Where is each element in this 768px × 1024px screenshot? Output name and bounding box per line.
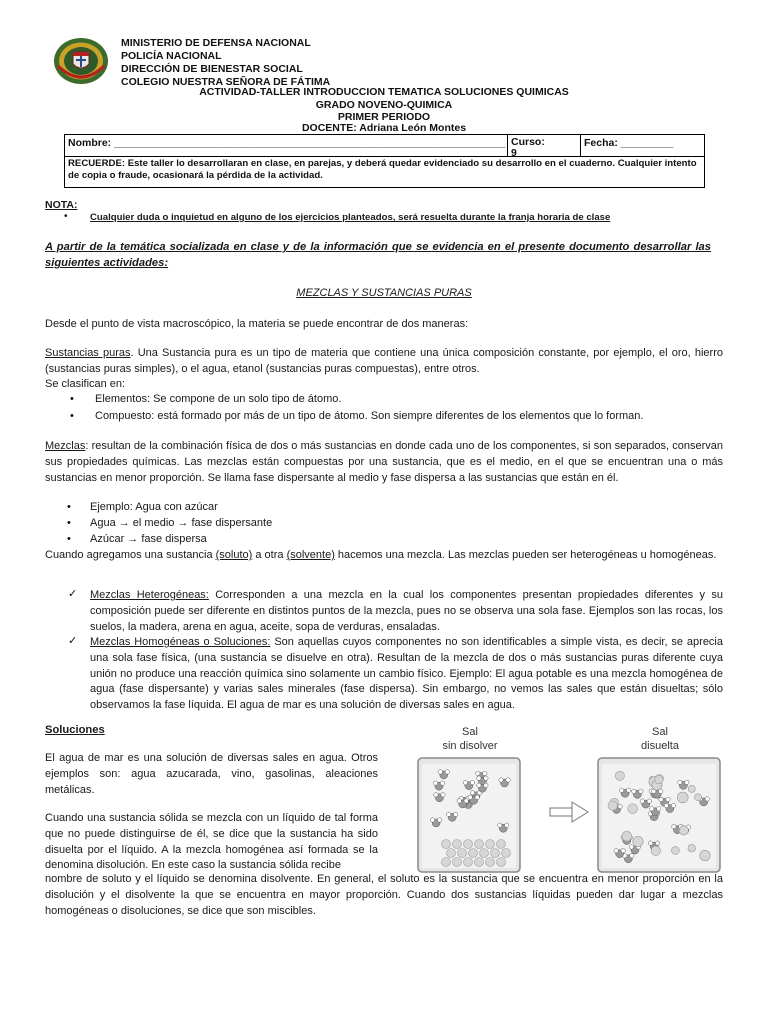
right-label-1: Sal <box>652 726 668 738</box>
police-seal-logo <box>52 36 110 86</box>
instructions: A partir de la temática socializada en clase y de la información que se evidencia en el presente documento desarrollar las siguientes actividades: <box>45 241 711 269</box>
bullet-dot: • <box>70 410 74 422</box>
mixture-example-1: Ejemplo: Agua con azúcar <box>90 501 218 513</box>
solute-term: (soluto) <box>215 549 253 561</box>
section-title: MEZCLAS Y SUSTANCIAS PURAS <box>296 287 472 299</box>
student-info-table <box>64 134 705 188</box>
bullet-dot: • <box>67 517 71 529</box>
check-icon: ✓ <box>68 635 78 647</box>
header-ministry: MINISTERIO DE DEFENSA NACIONAL <box>121 37 311 49</box>
reminder-text: RECUERDE: Este taller lo desarrollaran en clase, en parejas, y deberá quedar evidenciado su desarrollo en el cuaderno. Cualquier intento de copia o fraude, ocasionará la pérdida de la actividad. <box>68 158 697 181</box>
solute-text-3: hacemos una mezcla. Las mezclas pueden ser heterogéneas u homogéneas. <box>334 549 717 561</box>
heterogeneous-item <box>90 588 723 635</box>
mixture-example-2: Agua → el medio → fase dispersante <box>90 517 273 529</box>
header-school: COLEGIO NUESTRA SEÑORA DE FÁTIMA <box>121 76 331 88</box>
elements-item: Elementos: Se compone de un solo tipo de átomo. <box>95 393 342 405</box>
classify-label: Se clasifican en: <box>45 378 126 390</box>
solute-solvent-paragraph <box>45 548 723 564</box>
heterogeneous-term: Mezclas Heterogéneas: <box>90 589 209 601</box>
solutions-title: Soluciones <box>45 724 105 736</box>
solvent-term: (solvente) <box>286 549 335 561</box>
arrow-icon <box>550 802 588 822</box>
left-label-1: Sal <box>462 726 478 738</box>
teacher-title: DOCENTE: Adriana León Montes <box>301 122 467 134</box>
beaker-undissolved <box>418 758 520 872</box>
heterogeneous-text: Corresponden a una mezcla en la cual los componentes presentan propiedades diferentes y su composición puede ser diferente en distintos puntos de la mezcla, pues no se observa una sola fase. Ejemplos son las rocas, los suelos, la madera, arena en agua, aceite, sopa de verduras, ensaladas. <box>90 589 723 633</box>
check-icon: ✓ <box>68 588 78 600</box>
homogeneous-item <box>90 635 723 714</box>
salt-dissolution-figure <box>410 722 728 874</box>
activity-title: ACTIVIDAD-TALLER INTRODUCCION TEMATICA SOLUCIONES QUIMICAS <box>199 86 569 98</box>
solutions-paragraph-1: El agua de mar es una solución de diversas sales en agua. Otros ejemplos son: agua azucarada, vino, gasolinas, aleaciones metálicas. <box>45 752 378 796</box>
date-field[interactable]: Fecha: _________ <box>584 137 674 149</box>
note-bullet: • <box>64 211 68 222</box>
compound-item: Compuesto: está formado por más de un tipo de átomo. Son siempre diferentes de los elementos que lo forman. <box>95 410 644 422</box>
solute-text-2: a otra <box>252 549 287 561</box>
mixture-example-3: Azúcar → fase dispersa <box>90 533 207 545</box>
left-label-2: sin disolver <box>442 740 498 752</box>
beaker-dissolved <box>598 758 720 872</box>
course-field[interactable] <box>508 135 581 157</box>
header-direction: DIRECCIÓN DE BIENESTAR SOCIAL <box>121 63 303 75</box>
mixtures-text: : resultan de la combinación física de dos o más sustancias en donde cada uno de los componentes, si son separados, conservan sus propiedades químicas. Las mezclas están compuestas por una sustancia, que es el medio, en el que se encuentran una o más sustancias en menor proporción. Se llama fase dispersante al medio y fase dispersa a las sustancias que están en él. <box>45 440 723 484</box>
student-info-row <box>65 135 704 157</box>
pure-substances-text: . Una Sustancia pura es un tipo de materia que contiene una única composición constante, por ejemplo, el oro, hierro (sustancias puras simples), o el agua, etanol (sustancias puras compuestas), entre otros. <box>45 347 723 375</box>
note-label: NOTA: <box>45 199 78 211</box>
homogeneous-text: Son aquellas cuyos componentes no son identificables a simple vista, es decir, se aprecia una sola fase física, (una sustancia se disuelve en otra). Resultan de la mezcla de dos o más sustancias puras diferente cuya unión no produce una reacción química sino solamente un cambio físico. Ejemplo: El agua potable es una mezcla homogénea de agua (fase dispersante) y varias sales minerales (fase dispersa). Sin embargo, no vemos las sales que están disueltas; sólo observamos la fase líquida. El agua de mar es una solución de diversas sales en agua. <box>90 636 723 712</box>
solute-text-1: Cuando agregamos una sustancia <box>45 549 216 561</box>
header-police: POLICÍA NACIONAL <box>121 50 222 62</box>
intro-paragraph: Desde el punto de vista macroscópico, la materia se puede encontrar de dos maneras: <box>45 318 469 330</box>
solutions-paragraph-2a: Cuando una sustancia sólida se mezcla con un líquido de tal forma que no puede distinguirse de él, se dice que la sustancia ha sido disuelta por el líquido. A la mezcla homogénea así formada se la denomina disolución. En este caso la sustancia sólida recibe <box>45 812 378 872</box>
bullet-dot: • <box>67 533 71 545</box>
right-label-2: disuelta <box>641 740 679 752</box>
mixtures-term: Mezclas <box>45 440 86 452</box>
course-value: 9___ <box>511 147 535 157</box>
period-title: PRIMER PERIODO <box>337 111 431 123</box>
grade-title: GRADO NOVENO-QUIMICA <box>315 99 453 111</box>
pure-substances-paragraph <box>45 346 723 378</box>
name-field[interactable]: Nombre: ___________________________________________________________________ <box>65 135 508 157</box>
note-item: Cualquier duda o inquietud en alguno de los ejercicios planteados, será resuelta durante la franja horaria de clase <box>90 212 611 223</box>
mixtures-paragraph <box>45 439 723 486</box>
pure-substances-term: Sustancias puras <box>45 347 131 359</box>
bullet-dot: • <box>70 393 74 405</box>
bullet-dot: • <box>67 501 71 513</box>
solutions-paragraph-2b: nombre de soluto y el líquido se denomina disolvente. En general, el soluto es la sustancia que se encuentra en menor proporción en la disolución y el disolvente la que se encuentra en mayor proporción. Cuando dos sustancias líquidas pueden dar lugar a mezclas homogéneas o disoluciones, se dice que son miscibles. <box>45 873 723 917</box>
course-label: Curso: <box>511 136 545 148</box>
homogeneous-term: Mezclas Homogéneas o Soluciones: <box>90 636 271 648</box>
